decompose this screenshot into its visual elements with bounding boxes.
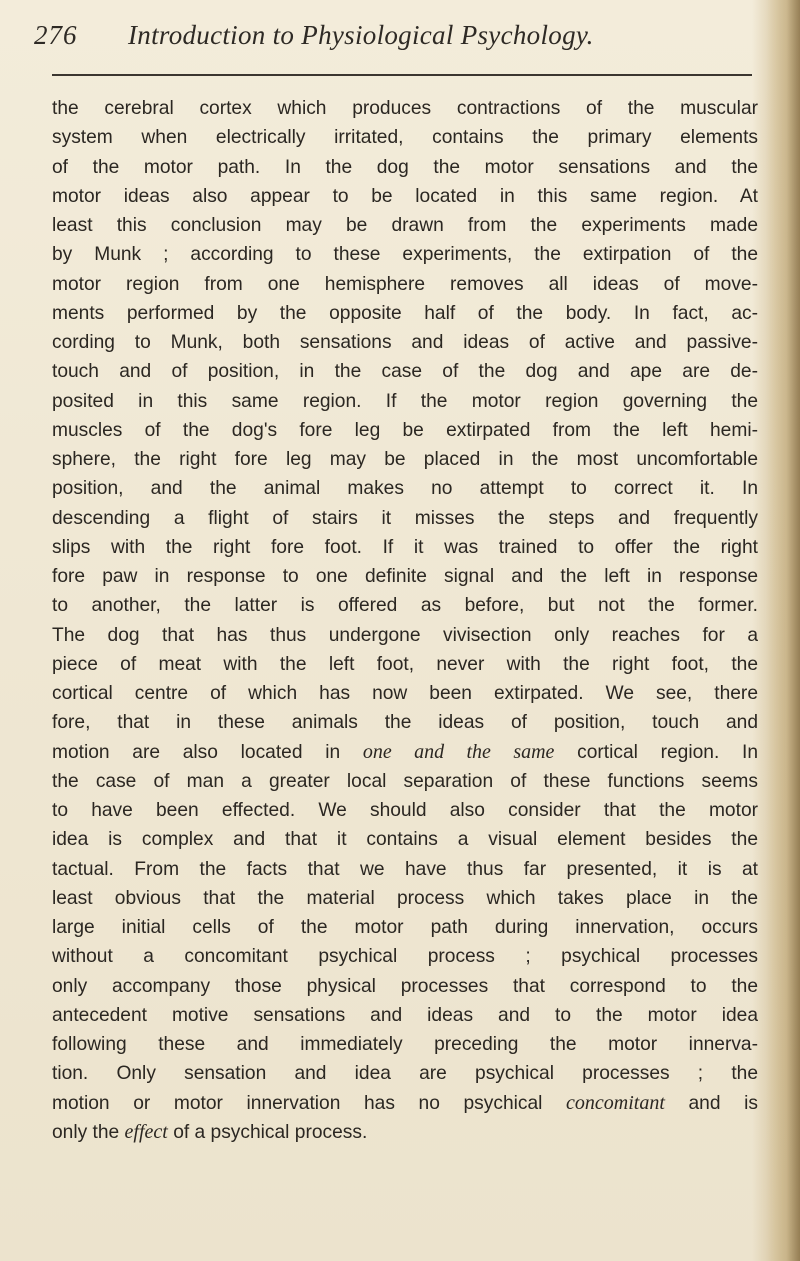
text-line: following these and immediately preceding the motor innerva- [52, 1034, 758, 1055]
text-line: piece of meat with the left foot, never with the right foot, the [52, 653, 758, 675]
emphasis-text: one and the same [362, 740, 555, 763]
header-rule [52, 74, 752, 76]
text-run: and is [664, 1092, 758, 1114]
text-line: idea is complex and that it contains a visual element besides the [52, 829, 758, 851]
emphasis-text: effect [124, 1120, 168, 1143]
text-line: posited in this same region. If the motor region governing the [52, 390, 758, 412]
text-line: tion. Only sensation and idea are psychical processes ; the [52, 1063, 758, 1085]
text-line: cortical centre of which has now been extirpated. We see, there [52, 683, 758, 704]
text-line-with-emphasis [52, 738, 758, 767]
text-run: motion or motor innervation has no psychical [52, 1092, 567, 1114]
text-line-with-emphasis [52, 1118, 758, 1147]
text-run: of a psychical process. [167, 1121, 368, 1143]
page-number: 276 [34, 20, 78, 50]
text-line: position, and the animal makes no attempt to correct it. In [52, 478, 758, 500]
text-line: the cerebral cortex which produces contractions of the muscular [52, 98, 758, 119]
text-line: system when electrically irritated, contains the primary elements [52, 127, 758, 149]
text-line: to have been effected. We should also consider that the motor [52, 800, 758, 821]
text-line: without a concomitant psychical process ; psychical processes [52, 946, 758, 968]
text-line: of the motor path. In the dog the motor sensations and the [52, 156, 758, 178]
text-line: cording to Munk, both sensations and ideas of active and passive- [52, 332, 758, 353]
page-edge-stain [766, 0, 800, 1261]
text-line: the case of man a greater local separation of these functions seems [52, 770, 758, 792]
text-line: antecedent motive sensations and ideas and to the motor idea [52, 1004, 758, 1026]
text-line: muscles of the dog's fore leg be extirpated from the left hemi- [52, 419, 758, 441]
text-line: fore, that in these animals the ideas of position, touch and [52, 712, 758, 734]
text-line: touch and of position, in the case of the dog and ape are de- [52, 361, 758, 383]
text-line: tactual. From the facts that we have thus far presented, it is at [52, 858, 758, 880]
text-run: only the [52, 1121, 125, 1143]
text-line: motor region from one hemisphere removes all ideas of move- [52, 273, 758, 295]
text-line: fore paw in response to one definite signal and the left in response [52, 566, 758, 587]
body-paragraph [52, 94, 758, 1147]
emphasis-text: concomitant [566, 1091, 665, 1114]
text-line: descending a flight of stairs it misses the steps and frequently [52, 507, 758, 529]
text-line: large initial cells of the motor path during innervation, occurs [52, 917, 758, 938]
text-line: to another, the latter is offered as before, but not the former. [52, 595, 758, 617]
text-line: sphere, the right fore leg may be placed in the most uncomfortable [52, 449, 758, 470]
text-line: by Munk ; according to these experiments, the extirpation of the [52, 244, 758, 266]
text-line: ments performed by the opposite half of the body. In fact, ac- [52, 302, 758, 324]
text-line-with-emphasis [52, 1089, 758, 1118]
text-line: least obvious that the material process which takes place in the [52, 887, 758, 909]
text-line: The dog that has thus undergone vivisection only reaches for a [52, 624, 758, 646]
text-line: least this conclusion may be drawn from the experiments made [52, 215, 758, 236]
text-line: only accompany those physical processes that correspond to the [52, 975, 758, 997]
text-line: motor ideas also appear to be located in this same region. At [52, 185, 758, 207]
text-run: motion are also located in [52, 741, 363, 763]
running-title: Introduction to Physiological Psychology. [128, 20, 594, 50]
text-run: cortical region. In [554, 741, 758, 763]
text-line: slips with the right fore foot. If it was trained to offer the right [52, 536, 758, 558]
